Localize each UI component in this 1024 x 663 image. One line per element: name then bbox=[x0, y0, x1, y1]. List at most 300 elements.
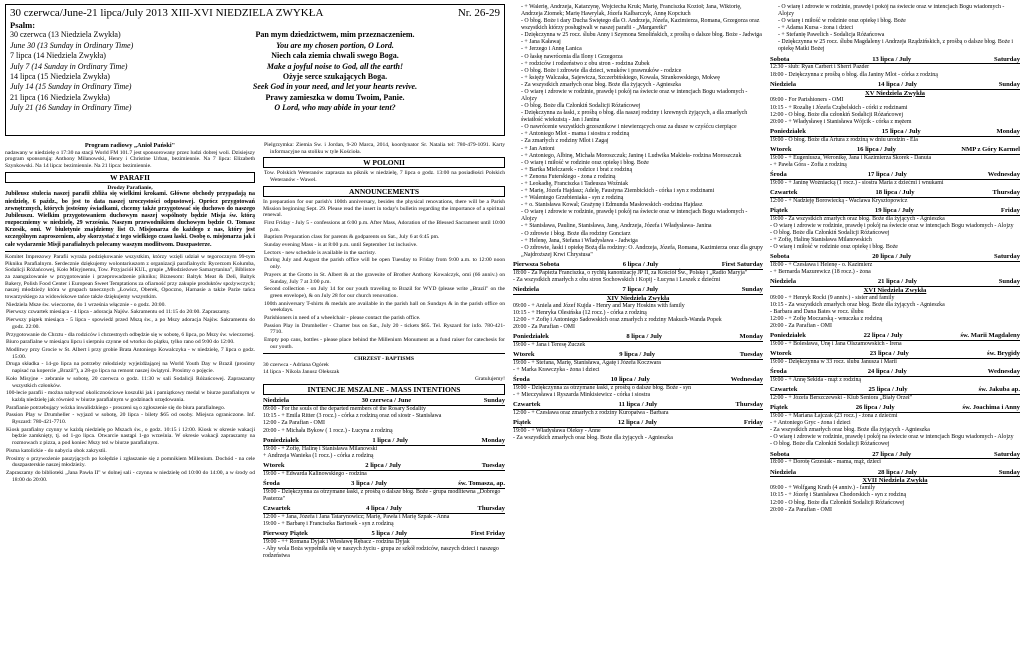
intention-line: - O błog. Boże i dary Ducha Świętego dla O. Andrzeja, Józefa, Kazimierza, Romana, Grzegorza oraz wszystkich którzy posługiwali w naszej parafii - „Margaretki" bbox=[521, 18, 760, 32]
day-date: 16 lipca / July bbox=[856, 145, 896, 153]
day-date: 27 lipca / July bbox=[872, 450, 912, 458]
day-feast: Thursday bbox=[477, 504, 505, 512]
day-feast: NMP z Góry Karmel bbox=[961, 145, 1020, 153]
intention-line: - + Stanisława, Pauline, Stanisława, Janę, Andrzeja, Józefa i Władysława- Janina bbox=[521, 223, 712, 230]
parish-bullet: Parafianie potrzebujący wózka inwalidzkiego - proszeni są o zgłoszenie się do biura parafialnego. bbox=[6, 404, 226, 411]
psalm-list bbox=[10, 30, 500, 113]
day-name: Piątek bbox=[513, 419, 531, 427]
parish-bullet: Kiosk parafialny czynny w każdą niedzielę po Mszach św., o godz. 10:15 i 12:00. Kiosk w okresie wakacji będzie zamknięty, tj. od 1-go lipca. Otwarcie nastąpi 1-go września. W okresie wakacji zapraszamy na rozmowach z pizza, a pod koniec Mszy też w biurze parafialnym. bbox=[6, 426, 255, 447]
intention-line: 19:00 - + Zofię, Halinę i Stanisława Milanowski bbox=[263, 445, 378, 452]
day-feast: św. Joachima i Anny bbox=[962, 404, 1020, 412]
intention-line: - O błog. Boże i zdrowie dla dzieci, wnuków i prawnuków - rodzice bbox=[521, 67, 682, 74]
psalm-row bbox=[10, 30, 500, 40]
intentions-days-2 bbox=[770, 56, 1020, 514]
day-feast: Monday bbox=[739, 333, 763, 340]
day-header bbox=[513, 286, 763, 295]
day-date: 2 lipca / July bbox=[365, 461, 401, 469]
day-date: 1 lipca / July bbox=[372, 436, 409, 444]
intention-line: - O wiarę i zdrowie w rodzinie, prawdę i pokój na świecie oraz w intencjach Bogu wiadomych - Alojzy bbox=[770, 222, 1014, 229]
day-date: 18 lipca / July bbox=[875, 188, 915, 196]
psalm-verse: Prawy zamieszka w domu Twoim, Panie. bbox=[265, 92, 405, 102]
day-date: 9 lipca / July bbox=[619, 350, 655, 358]
day-feast: Tuesday bbox=[481, 461, 505, 469]
announcements-column bbox=[263, 142, 505, 560]
intention-line: 19:00 - + Edwarda Kalinowskiego - rodzina bbox=[263, 470, 367, 477]
parish-bullet: Prosimy o przywożenie pauzyjących po kolędzie i zgłaszanie się z pomnikiem Millenium. Dochód - na cele duszpasterskie naszej młodzieży. bbox=[6, 455, 255, 469]
intention-line: - + Antoniego, Albinę, Michała Moroszczuk; Janinę i Ludwika Makieła- rodzina Moroszczuk bbox=[521, 152, 742, 159]
bulletin-title: 30 czerwca/June-21 lipca/July 2013 XIII-XVI NIEDZIELA ZWYKŁA bbox=[10, 7, 324, 19]
intention-line: - + Antoniego Mlot - mama i siostra z rodziną bbox=[521, 131, 630, 138]
parish-bullet: Modlitwy przy Grocie w St. Albert i przy grobie Brata Antoniego Kowalczyka - w niedzielę, 7 lipca o godz. 15:00. bbox=[6, 347, 255, 360]
sunday-title: XV Niedziela Zwykła bbox=[865, 89, 925, 97]
intention-line: 20:00 - Za Parafian - OMI bbox=[770, 506, 832, 513]
day-feast: Sunday bbox=[998, 80, 1020, 88]
day-header bbox=[770, 386, 1020, 395]
polonii-heading: W POLONII bbox=[263, 157, 505, 168]
day-header bbox=[263, 530, 505, 539]
day-header bbox=[263, 437, 505, 446]
intention-line: - + Marka Krawczyka - żona i dzieci bbox=[513, 366, 600, 373]
psalm-date: 14 lipca (15 Niedziela Zwykła) bbox=[10, 71, 110, 81]
radio-title: Program radiowy „Anioł Pański" bbox=[84, 142, 176, 149]
intention-line: - + rodziców i rodzeństwo z obu stron - rodzina Zubek bbox=[521, 60, 650, 67]
column-intentions-2 bbox=[770, 4, 1020, 659]
intention-line: 12:00 - + Jana, Józefa i Jana Tatarynowicz; Marię, Pawła i Marię Szpak - Anna bbox=[263, 513, 450, 520]
intention-line: 20:00 - + Władysławę i Stanisława Wójcik - córka z mężem bbox=[770, 118, 912, 125]
day-name: Poniedziałek bbox=[513, 333, 549, 340]
baptism-entry: 30 czerwca - Adriana Ogórek bbox=[263, 362, 329, 369]
day-name: Pierwszy Piątek bbox=[263, 529, 308, 537]
parish-bullet: Niedziela Msze św. wieczorne, do 1 września włącznie - o godz. 20:00. bbox=[6, 301, 166, 308]
day-feast: Sunday bbox=[998, 468, 1020, 476]
day-name: Środa bbox=[770, 170, 787, 178]
day-feast: św. Tomasza, ap. bbox=[458, 479, 505, 487]
intention-line: 18:00 - + Czesława i Helenę - o. Kazimierz bbox=[770, 261, 873, 268]
parish-bullets bbox=[5, 302, 255, 484]
day-date: 15 lipca / July bbox=[881, 127, 921, 135]
day-header bbox=[513, 419, 763, 428]
intention-line: 19:00 - + Eugeniusza, Weronikę, Jana i Kazimierza Skorek - Danuta bbox=[770, 154, 932, 161]
psalm-verse: Ożyje serce szukających Boga. bbox=[282, 71, 388, 81]
day-name: Niedziela bbox=[770, 80, 797, 88]
day-date: 13 lipca / July bbox=[872, 55, 912, 63]
parish-column bbox=[5, 142, 255, 560]
greeting: Drodzy Parafianie, bbox=[107, 184, 153, 191]
intention-line: 19:00 - + Barbarę i Franciszka Bartosek - syn z rodziną bbox=[263, 520, 394, 527]
day-name: Niedziela bbox=[770, 278, 797, 286]
intention-line: 12:30 - ślub: Ryan Carbert i Sherri Pazder bbox=[770, 64, 870, 71]
day-date: 17 lipca / July bbox=[867, 170, 907, 178]
day-date: 5 lipca / July bbox=[371, 529, 408, 537]
column-main-left bbox=[5, 4, 505, 659]
day-date: 12 lipca / July bbox=[617, 419, 657, 427]
day-name: Niedziela bbox=[263, 397, 290, 405]
intention-line: - + Adama Kursa - żona i dzieci bbox=[778, 25, 854, 32]
psalm-row bbox=[10, 82, 500, 92]
parish-bullet: Pierwszy piątek miesiąca - 5 lipca - spowiedź przed Mszą św., a po Mszy adoracja Najśw. Sakramentu do godz. 22:00. bbox=[6, 317, 255, 330]
day-header bbox=[770, 189, 1020, 198]
psalm-date: 30 czerwca (13 Niedziela Zwykła) bbox=[10, 30, 121, 40]
day-header bbox=[770, 469, 1020, 478]
sunday-title: XVI Niedziela Zwykła bbox=[863, 287, 927, 295]
day-date: 25 lipca / July bbox=[868, 386, 908, 394]
intentions-days bbox=[513, 261, 763, 442]
intention-line: 19:00 - O błog. Boże dla Artura z rodziną w dniu urodzin - Ela bbox=[770, 136, 918, 143]
day-name: Poniedziałek bbox=[770, 127, 806, 135]
day-feast: św. Marii Magdaleny bbox=[960, 332, 1020, 340]
day-name: Niedziela bbox=[513, 285, 540, 293]
psalm-date: July 14 (15 Sunday in Ordinary Time) bbox=[10, 82, 132, 92]
baptism-entry: 14 lipca - Nikola Janusz Olekszak bbox=[263, 368, 340, 375]
intention-line: - + Jerzego i Annę Lanica bbox=[521, 46, 582, 53]
day-date: 22 lipca / July bbox=[863, 332, 903, 340]
psalm-verse: Pan mym dziedzictwem, mim przeznaczeniem. bbox=[255, 30, 415, 40]
intention-line: - Dziękczynna za łaski, z prośbą o błog. dla naszej rodziny i krewnych żyjących, a dla zmarłych światłość wiekuistą - Jan i Janina bbox=[521, 110, 748, 124]
day-feast: Sunday bbox=[998, 278, 1020, 286]
day-header bbox=[770, 368, 1020, 377]
announcement-item: During July and August the parish office will be open Tuesday to Friday from 9:00 a.m. to 12:00 noon only. bbox=[264, 257, 505, 271]
day-feast: Tuesday bbox=[739, 350, 763, 358]
day-header bbox=[263, 397, 505, 406]
day-feast: Sunday bbox=[741, 285, 763, 293]
psalm-verse: You are my chosen portion, O Lord. bbox=[276, 40, 394, 50]
parish-bullet: Biuro parafialne w miesiącu lipcu i sierpniu czynne od wtorku do piątku, tylko rano od 9:00 do 12:00. bbox=[6, 339, 235, 346]
day-feast: First Friday bbox=[470, 529, 505, 537]
day-name: Wtorek bbox=[770, 350, 792, 358]
intention-line: 10:15 - + Rozalię i Józefa Cząbelskich - córki z rodzinami bbox=[770, 104, 908, 111]
day-name: Środa bbox=[263, 479, 280, 487]
day-feast: św. Brygidy bbox=[987, 350, 1020, 358]
intention-line: - Za wszystkich zmarłych oraz błog. Boże dla żyjących - Agnieszka bbox=[513, 435, 673, 442]
day-header bbox=[770, 171, 1020, 180]
intention-line: 12:00 - + Zofię Moczarską - wnuczka z rodziną bbox=[770, 316, 883, 323]
day-header bbox=[770, 128, 1020, 137]
intention-line: 09:00 - + Aniela and Józef Kujda - Henry and Mary Hoskins with family bbox=[513, 302, 685, 309]
day-date: 19 lipca / July bbox=[874, 206, 914, 214]
intention-line: + Andrzeja Wanieka (1 rocz.) - córka z rodziną bbox=[263, 452, 374, 459]
intentions-continued bbox=[513, 4, 763, 259]
psalm-row bbox=[10, 72, 500, 82]
day-name: Czwartek bbox=[770, 188, 798, 196]
day-feast: Wednesday bbox=[987, 170, 1020, 178]
intention-line: 19:00 - ++ Romana Dyjak i Wiesławę Rębacz - rodzina Dyjak bbox=[263, 538, 410, 545]
psalm-row bbox=[10, 93, 500, 103]
psalm-date: June 30 (13 Sunday in Ordinary Time) bbox=[10, 40, 134, 50]
sunday-title: XIV Niedziela Zwykła bbox=[606, 294, 670, 302]
psalm-date: July 7 (14 Sunday in Ordinary Time) bbox=[10, 61, 128, 71]
parafii-heading: W PARAFII bbox=[5, 172, 255, 183]
intention-line: - O łaskę nawrócenia dla Ilony i Grzegorza bbox=[521, 53, 623, 60]
day-date: 4 lipca / July bbox=[366, 504, 402, 512]
day-name: Poniedziałek bbox=[263, 436, 299, 444]
day-header bbox=[770, 56, 1020, 65]
day-date: 28 lipca / July bbox=[877, 468, 917, 476]
day-name: Niedziela bbox=[770, 468, 797, 476]
day-name: Piątek bbox=[770, 404, 788, 412]
intention-line: 19:00 - + Jana i Teresę Żuczek bbox=[513, 341, 586, 348]
committee-thanks: Komitet Imprezowy Parafii wyraża podziękowanie wszystkim, którzy wzięli udział w tegorocznym 99-tym Pikniku Parafialnym. Serdecznie dziękujemy wolontariuszom z organizacji parafialnych: Rycerzom Kolumba, Sodalicji Różańcowej, Koło Misyjnemu, Tow. Przyjaciół KUL, grupie „Młodzieżowe Samarytanina", Biblistce za zaangażowanie w przygotowanie i przeprowadzenie pikniku; Biznesom: Baltyk Meat & Deli, Baltyk Bakery, Polish Food Center i European Sweet Temptations za ofiarność przy zakupie produktów spożywczych; naszej młodzieży która w grupach tanecznych „Łowicz, Oberek, Opoczno, Harnasie a także Parże tańca towarzyskiego za widowiskowe tańce także dziękujemy wszystkim. bbox=[5, 253, 255, 301]
day-feast: Saturday bbox=[993, 450, 1020, 458]
intention-line: - + Walentego Grzebieniaka - syn z rodziną bbox=[521, 195, 624, 202]
day-date: 8 lipca / July bbox=[626, 333, 663, 340]
intention-line: - O nawrócenie wszystkich grzesznikow i niewierzących oraz za dusze w czyśćcu cierpiące bbox=[521, 124, 737, 131]
intention-line: 10:15 - Za wszystkich zmarłych oraz błog. Boże dla żyjących - Agnieszka bbox=[770, 302, 945, 308]
intention-line: - + Jana Kaławaj bbox=[521, 39, 561, 46]
psalm-verse: Seek God in your need, and let your hearts revive. bbox=[252, 82, 418, 92]
day-header bbox=[770, 278, 1020, 287]
day-header bbox=[770, 253, 1020, 262]
intention-line: - + Stefanię Pawelich - Sodalicja Różańcowa bbox=[778, 32, 885, 39]
intention-line: 09:00 - For Parishioners - OMI bbox=[770, 97, 844, 104]
day-feast: Monday bbox=[481, 436, 505, 444]
intention-line: 09:00 - For the souls of the departed members of the Rosary Sodality bbox=[263, 406, 426, 413]
announcement-item: Empty pop cans, bottles - please place behind the Millenium Monument as a fund raiser for catechesis for our youth. bbox=[264, 337, 505, 350]
intention-line: 10:15 - + Henryka Olesińska (12 rocz.) - córka z rodziną bbox=[513, 309, 647, 316]
intentions-continued-2 bbox=[770, 4, 1020, 54]
psalm-label: Psalm: bbox=[10, 20, 36, 31]
day-feast: Sunday bbox=[483, 397, 505, 405]
intention-line: - + Antoniego Gryc - żona i dzieci bbox=[770, 420, 851, 427]
intention-line: - O błog. Boże dla Członkiń Sodalicji Różańcowej bbox=[770, 229, 890, 236]
intention-line: - O wiarę i zdrowie w rodzinie, prawdę i pokój na świecie oraz w intencjach Bogu wiadomych - Alojzy bbox=[770, 434, 1014, 441]
day-date: 20 lipca / July bbox=[872, 253, 912, 261]
psalm-date: 7 lipca (14 Niedziela Zwykła) bbox=[10, 51, 106, 61]
psalm-verse: O Lord, who may abide in your tent? bbox=[274, 103, 396, 113]
parish-bullet: Przygotowanie do Chrztu - dla rodziców i chrzestnych odbędzie się w sobotę, 6 lipca, po Mszy św. wieczornej. bbox=[6, 331, 255, 338]
intention-line: - O zdrowie i błog. Boże dla rodziny Gonciarz bbox=[521, 230, 631, 237]
psalm-verse: Niech cała ziemia chwali swego Boga. bbox=[271, 51, 399, 61]
intention-line: - O zdrowie, łaski i opiekę Bożą dla rodziny: O. Andrzeja, Józefa, Romana, Kazimierza oraz dla grupy „Najdroższej Krwi Chrystusa" bbox=[521, 244, 763, 258]
day-name: Czwartek bbox=[513, 401, 541, 409]
intention-line: - O wiarę i miłość w rodzinie oraz opiekę i błog. Boże bbox=[521, 159, 649, 166]
day-header bbox=[513, 401, 763, 410]
announcement-item: Prayers at the Grotto in St. Albert & at the gravesite of Brother Anthony Kowalczyk, omi (66 anniv.) on Sunday, July 7 at 3:00 p.m. bbox=[264, 271, 505, 285]
announcement-item: Second collection - on July 14 for our youth traveling to Brazil for WYD (please write „Brazil" on the green envelope), & on July 28 for our church renovation. bbox=[264, 286, 505, 299]
baptisms-list bbox=[263, 362, 505, 375]
bulletin-header bbox=[5, 4, 505, 136]
day-date: 6 lipca / July bbox=[622, 260, 659, 268]
parish-bullet: Druga składka - 14-go lipca na potrzeby młodzieży wyjeżdżającej na World Youth Day w Brazil (prosimy napisać na kopercie „Brazil"), a 28-go lipca na remont naszej świątyni. Prosimy o pojęcie. bbox=[6, 361, 255, 375]
intention-line: - + Bernarda Mazurewicz (18 rocz.) - żona bbox=[770, 269, 871, 276]
day-date: 10 lipca / July bbox=[610, 376, 650, 384]
day-header bbox=[513, 261, 763, 270]
parish-bullet: Zapraszamy do biblioteki „Jana Pawła II" w dolnej sali - czynna w niedzielę od 10:00 do 14:00, a w środy od 18:00 do 20:00. bbox=[6, 469, 255, 483]
intention-line: 12:00 - O błog. Boże dla Członkiń Sodalicji Różańcowej bbox=[770, 499, 905, 506]
intention-line: - + Bartka Mielczarek - rodzice i brat z rodziną bbox=[521, 166, 633, 173]
day-header bbox=[770, 332, 1020, 341]
intention-line: - Za wszystkich zmarłych z obu stron Sochowskich i Kopij - Łucyna i Leszek z dziećmi bbox=[513, 276, 721, 283]
mass-intentions-list bbox=[263, 397, 505, 560]
radio-text: nadawany w niedzielę o 17:30 na stacji World FM 101.7 jest sponsorowany przez ludzi dobrej woli. Dzisiejszy program sponsorują: Anthony Milanowski, Henry i Christine Urban, bezimiennie. Na 7 lipca: Elizabeth Szynkowski. Na 14 lipca: bezimiennie. Na 21 lipca: bezimiennie. bbox=[5, 149, 255, 169]
day-name: Wtorek bbox=[513, 350, 535, 358]
psalm-date: 21 lipca (16 Niedziela Zwykła) bbox=[10, 92, 110, 102]
intention-line: - O wiarę i miłość w rodzinie oraz opiekę i błog. Boże bbox=[778, 18, 906, 25]
intention-line: - Dziękczynna w 25 rocz. ślubu Anny i Szymona Smolińskich, z prośbą o dalsze błog. Boże - Jadwiga bbox=[521, 32, 762, 39]
day-header bbox=[770, 81, 1020, 90]
day-name: Wtorek bbox=[770, 145, 792, 153]
polonii-text: Tow. Polskich Weteranów zaprasza na piknik w niedzielę, 7 lipca o godz. 13:00 na posiadłości Polskich Weteranów - Wawel. bbox=[264, 170, 505, 184]
day-header bbox=[770, 350, 1020, 359]
intention-line: 12:00 - Za Parafian - OMI bbox=[263, 420, 325, 427]
day-feast: Saturday bbox=[993, 55, 1020, 63]
announcement-item: Parishioners in need of a wheelchair - please contact the parish office. bbox=[264, 315, 421, 322]
day-date: 24 lipca / July bbox=[867, 368, 907, 376]
intention-line: 19:00 - + Janinę Woźniacką (1 rocz.) - siostra Maria z dziećmi i wnukami bbox=[770, 179, 944, 186]
day-name: Środa bbox=[770, 368, 787, 376]
announcement-item: Passion Play in Drumheller - Charter bus on Sat., July 20 - tickets $65. Tel. Ryszard for info. 780-421-7710. bbox=[264, 322, 505, 336]
day-date: 23 lipca / July bbox=[869, 350, 909, 358]
intention-line: - O błog. Boże dla Członkiń Sodalicji Różańcowej bbox=[521, 103, 641, 110]
day-name: Poniedziałek bbox=[770, 332, 806, 340]
day-feast: Friday bbox=[743, 419, 763, 427]
intention-line: 18:00 - Dziękczynna z prośbą o błog. dla Janiny Mlot - córka z rodziną bbox=[770, 71, 938, 78]
parish-bullet: Pierwszy czwartek miesiąca - 4 lipca - adoracja Najśw. Sakramentu od 11:15 do 20:00. Zapraszamy. bbox=[6, 309, 231, 316]
psalm-date: July 21 (16 Sunday in Ordinary Time) bbox=[10, 103, 132, 113]
intention-line: 12:00 - + Józefa Berszczewski - Klub Seniora „Biały Orzeł" bbox=[770, 395, 912, 402]
intention-line: 19:00 - Za wszystkich zmarłych oraz błog. Boże dla żyjących - Agnieszka bbox=[770, 215, 945, 222]
column-intentions-1 bbox=[513, 4, 763, 659]
day-date: 21 lipca / July bbox=[877, 278, 917, 286]
intention-line: 18:00 - Za Papieża Franciszka, o rychłą kanonizację JP II, za Kościół Św., Polskę i „Radio Maryja" bbox=[513, 269, 748, 276]
day-header bbox=[263, 462, 505, 471]
intention-line: - O wiarę i miłość w rodzinie oraz opiekę i błog. Boże bbox=[770, 243, 898, 250]
announcements-heading: ANNOUNCEMENTS bbox=[263, 186, 505, 197]
intention-line: 09:00 - + Henryk Rocki (9 anniv.) - sister and family bbox=[770, 294, 895, 301]
intention-line: - O błog. Boże dla Członkiń Sodalicji Różańcowej bbox=[770, 441, 890, 448]
day-feast: Thursday bbox=[992, 188, 1020, 196]
intention-line: 12:00 - O błog. Boże dla członkiń Sodalicji Różańcowej bbox=[770, 111, 903, 118]
day-feast: św. Jakuba ap. bbox=[978, 386, 1020, 394]
intention-line: - Barbara and Dana Bates w rocz. ślubu bbox=[770, 309, 864, 316]
day-name: Wtorek bbox=[263, 461, 285, 469]
day-name: Sobota bbox=[770, 450, 790, 458]
day-header bbox=[770, 404, 1020, 413]
day-name: Czwartek bbox=[770, 386, 798, 394]
intention-line: 10:15 - + Józefę i Stanisława Chodorskich - syn z rodziną bbox=[770, 492, 907, 499]
intention-line: 09:00 - + Wolfgang Krath (4 anniv.) - family bbox=[770, 485, 876, 492]
intention-line: 18:00 - + Dorotę Grzesiak - mama, mąż, dzieci bbox=[770, 459, 881, 466]
intention-line: - + Helenę, Jana, Stefana i Władysława - Jadwiga bbox=[521, 237, 638, 244]
intention-line: 10:15 - + Emila Ritter (3 rocz.) - córka z rodziną oraz od siostr - Stanisława bbox=[263, 413, 442, 420]
day-date: 7 lipca / July bbox=[622, 285, 659, 293]
intention-line: 19:00 - + Mariana Łajczak (23 rocz.) - żona z dziećmi bbox=[770, 413, 898, 420]
day-feast: Saturday bbox=[993, 253, 1020, 261]
announcement-item: Lectors - new schedule is available in the sacristy. bbox=[264, 249, 376, 256]
day-feast: Wednesday bbox=[730, 376, 763, 384]
day-name: Środa bbox=[513, 376, 530, 384]
announcement-item: First Friday - July 5 - confessions at 6:00 p.m. After Mass, Adoration of the Blessed Sacrament until 10:00 p.m. bbox=[264, 219, 505, 233]
day-header bbox=[513, 376, 763, 385]
parish-bullet: 100-lecie parafii - można nabywać okolicznościowe koszulki jak i pamiątkowy medal w biurze parafialnym w każdą niedzielę jak również w biurze parafialnym w godzinach urzędowania. bbox=[6, 390, 255, 403]
intention-line: - Za wszystkich zmarłych oraz błog. Boże dla żyjących - Agnieszka bbox=[521, 81, 681, 88]
day-header bbox=[263, 505, 505, 514]
bulletin-number: Nr. 26-29 bbox=[457, 7, 500, 19]
intention-line: - + Zofię, Halinę Stanisława Milanowskich bbox=[770, 236, 872, 243]
day-date: 3 lipca / July bbox=[351, 479, 387, 487]
day-header bbox=[513, 333, 763, 342]
day-feast: Monday bbox=[996, 127, 1020, 135]
announcement-item: Sunday evening Mass - is at 8:00 p.m. until September 1st inclusive. bbox=[264, 242, 418, 249]
intention-line: - Dziękczynna w 25 rocz. ślubu Magdaleny i Andrzeja Rządzińskich, z prośbą o dalsze błog. Boże i opiekę Matki Bożej bbox=[778, 39, 1014, 53]
parish-bullet: Koło Misyjne - zebranie w sobotę, 20 czerwca o godz. 11:30 w sali Sodalicji Różańcowej. Zapraszamy wszystkich członków. bbox=[6, 375, 255, 389]
intention-line: - + o. Stanisława Kowal; Grażynę i Edmunda Masłowskich -rodzina Hajdasz bbox=[521, 202, 703, 209]
day-date: 14 lipca / July bbox=[877, 80, 917, 88]
day-feast: Wednesday bbox=[987, 368, 1020, 376]
day-feast: First Saturday bbox=[721, 260, 763, 268]
announcement-item: 100th anniversary T-shirts & medals are available in the parish hall on Sundays & in the parish office on weekdays. bbox=[264, 300, 505, 314]
day-header bbox=[770, 146, 1020, 155]
intention-line: - + księży Walczaka, Sajewicza, Szczerbińskiego, Kowala, Strankowskiego, Mokwę bbox=[521, 74, 720, 81]
day-feast: Thursday bbox=[735, 401, 763, 409]
intention-line: 20:00 - Za Parafian - OMI bbox=[513, 323, 575, 330]
intention-line: 19:00 - Dziękczynna w 33 rocz. ślubu Janusza i Marii bbox=[770, 359, 897, 366]
day-name: Piątek bbox=[770, 206, 788, 214]
intention-line: 19:00 - + Bolesława, Unę i Jana Olszamowskich - Irena bbox=[770, 341, 902, 348]
intention-line: 19:00 - Dziękczynna za otrzymane łaski, z prośbą o dalsze błog. Boże - grupa modlitewna „Dobrego Pasterza" bbox=[263, 488, 501, 502]
intention-line: 20:00 - Za Parafian - OMI bbox=[770, 323, 832, 330]
psalm-row bbox=[10, 62, 500, 72]
intention-line: - + Jan Antoni bbox=[521, 145, 555, 152]
day-date: 30 czerwca / June bbox=[361, 397, 412, 405]
parish-bullet: Pisma katolickie - do nabycia obok zakrystii. bbox=[6, 447, 107, 454]
intention-line: 12:00 - + Nadzieję Borowiecką - Waclawa Krysztopowicz bbox=[770, 197, 908, 204]
sunday-title: XVII Niedziela Zwykła bbox=[862, 477, 928, 485]
intention-line: - Aby wola Boża wypełniła się w naszych życiu - grupa ze szkół rodziców, naszych dzieci i naszego rodzeństwa bbox=[263, 545, 499, 559]
day-header bbox=[263, 480, 505, 489]
intention-line: - O wiarę i zdrowie w rodzinie, prawdę i pokój na świecie oraz w intencjach Bogu wiadomych - Alojzy bbox=[778, 4, 1005, 18]
day-name: Pierwsza Sobota bbox=[513, 260, 560, 268]
intention-line: 20:00 - + Michała Bykow ( 1 rocz.) - Łucyna z rodziną bbox=[263, 427, 393, 434]
intention-line: 19:00 - Dziękczynna za otrzymane łaski, z prośbą o dalsze błog. Boże - syn bbox=[513, 384, 692, 391]
day-name: Sobota bbox=[770, 55, 790, 63]
intention-line: 19:00 - + Annę Sekida - mąż z rodziną bbox=[770, 377, 861, 384]
day-header bbox=[770, 451, 1020, 460]
baptisms-congrats: Gratulujemy! bbox=[474, 375, 505, 382]
day-header bbox=[770, 207, 1020, 216]
day-header bbox=[513, 351, 763, 360]
intention-line: 12:00 - + Zofię i Antoniego Sadowskich oraz zmarłych z rodziny Makuch-Wanda Popek bbox=[513, 316, 722, 323]
announcement-item: Baptism Preparation class for parents & godparents on Sat., July 6 at 6:45 pm. bbox=[264, 234, 440, 241]
psalm-row bbox=[10, 51, 500, 61]
parish-bullet: Passion Play w Drumheller - wyjazd w sobotę, 20 lipca - bilety $65 od osoby. Miejsca ograniczone. Inf. Ryszard: 780-421-7710. bbox=[6, 412, 255, 426]
intention-line: - O wiarę i zdrowie w rodzinie, prawdę i pokój na świecie oraz w intencjach Bogu wiadomych - Alojzy bbox=[521, 209, 748, 223]
day-date: 11 lipca / July bbox=[618, 401, 658, 409]
intention-line: - + Mieczysława i Ryszarda Minkisiewicz - córka i siostra bbox=[513, 392, 651, 399]
intention-line: - + Leokadię, Franciszka i Tadeusza Woźniak bbox=[521, 180, 629, 187]
bulletin-title-row bbox=[10, 7, 500, 20]
intention-line: - Za wszystkich zmarłych oraz błog. Boże dla żyjących - Agnieszka bbox=[770, 427, 930, 434]
intention-line: - + Zenona Futerskiego - żona z rodziną bbox=[521, 173, 616, 180]
day-date: 26 lipca / July bbox=[855, 404, 895, 412]
pilgrimage-text: Pielgrzymka: Ziemia Św. i Jordan, 9-20 Marca, 2014, koordynator Sr. Natalia tel: 780-479-1091. Karty informacyjne na stoliku w tyle Kościoła. bbox=[264, 142, 505, 155]
psalm-verse: Make a joyful noise to God, all the earth! bbox=[266, 61, 404, 71]
day-name: Sobota bbox=[770, 253, 790, 261]
psalm-row bbox=[10, 41, 500, 51]
intention-line: 19:00 - + Władysława Oleksy - Anne bbox=[513, 428, 601, 434]
intention-line: - Za zmarłych z rodziny Mlot i Zagaj bbox=[521, 138, 609, 145]
announcements-list bbox=[263, 220, 505, 351]
intention-line: - O wiarę i zdrowie w rodzinie, prawdę i pokój na świecie oraz w intencjach Bogu wiadomych - Alojzy bbox=[521, 88, 748, 103]
intention-line: 19:00 - + Stefana, Marię, Stanisława, Agatę i Józefa Koczwara bbox=[513, 359, 661, 366]
baptisms-heading: CHRZEST - BAPTISMS bbox=[354, 355, 414, 362]
psalm-row bbox=[10, 103, 500, 113]
day-name: Czwartek bbox=[263, 504, 291, 512]
day-feast: Friday bbox=[1000, 206, 1020, 214]
intention-line: - + Pawła Góra - Zofia z rodziną bbox=[770, 161, 847, 168]
intention-line: - + Walerię, Andrzeja, Katarzynę, Wojciecha Kruk; Marię, Franciszka Kozioł; Jana, Wiktorię, Andrzeja Ziomek; Marię Hawrylak, Józefa Kalbarczyk, Annę Kopciuch bbox=[521, 4, 742, 18]
intention-line: - + Marię, Józefa Hajdasz; Adelę, Faustyna Ziembickich - córka i syn z rodzinami bbox=[521, 188, 715, 195]
jubilee-letter: Jubileusz stulecia naszej parafii zbliża się wielkimi krokami. Główne obchody przypadają na niedzielę, 6 paźdz., bo jest to data naszej uroczystości odpustowej. Oprócz przygotowań zewnętrznych, których jesteśmy świadkami, chcemy także przygotować się duchowo do naszego Jubileuszu. Wielkim przygotowaniem duchowym naszej wspólnoty będzie Misja św. którą rozpoczniemy w niedzielę, 29 września. Naszym przewodnikiem duchowym będzie O. Tomasz Krzesik, omi. W biuletynie znajdziemy list O. Misjonarza do każdego z nas, który jest szczególnym zaproszeniem, aby skorzystać z tego wielkiego czasu łaski. Osobę o. misjonarza jak i całe wydarzenie Misji parafialnych polecamy waszym modlitwom. Duszpasterze. bbox=[5, 191, 255, 248]
